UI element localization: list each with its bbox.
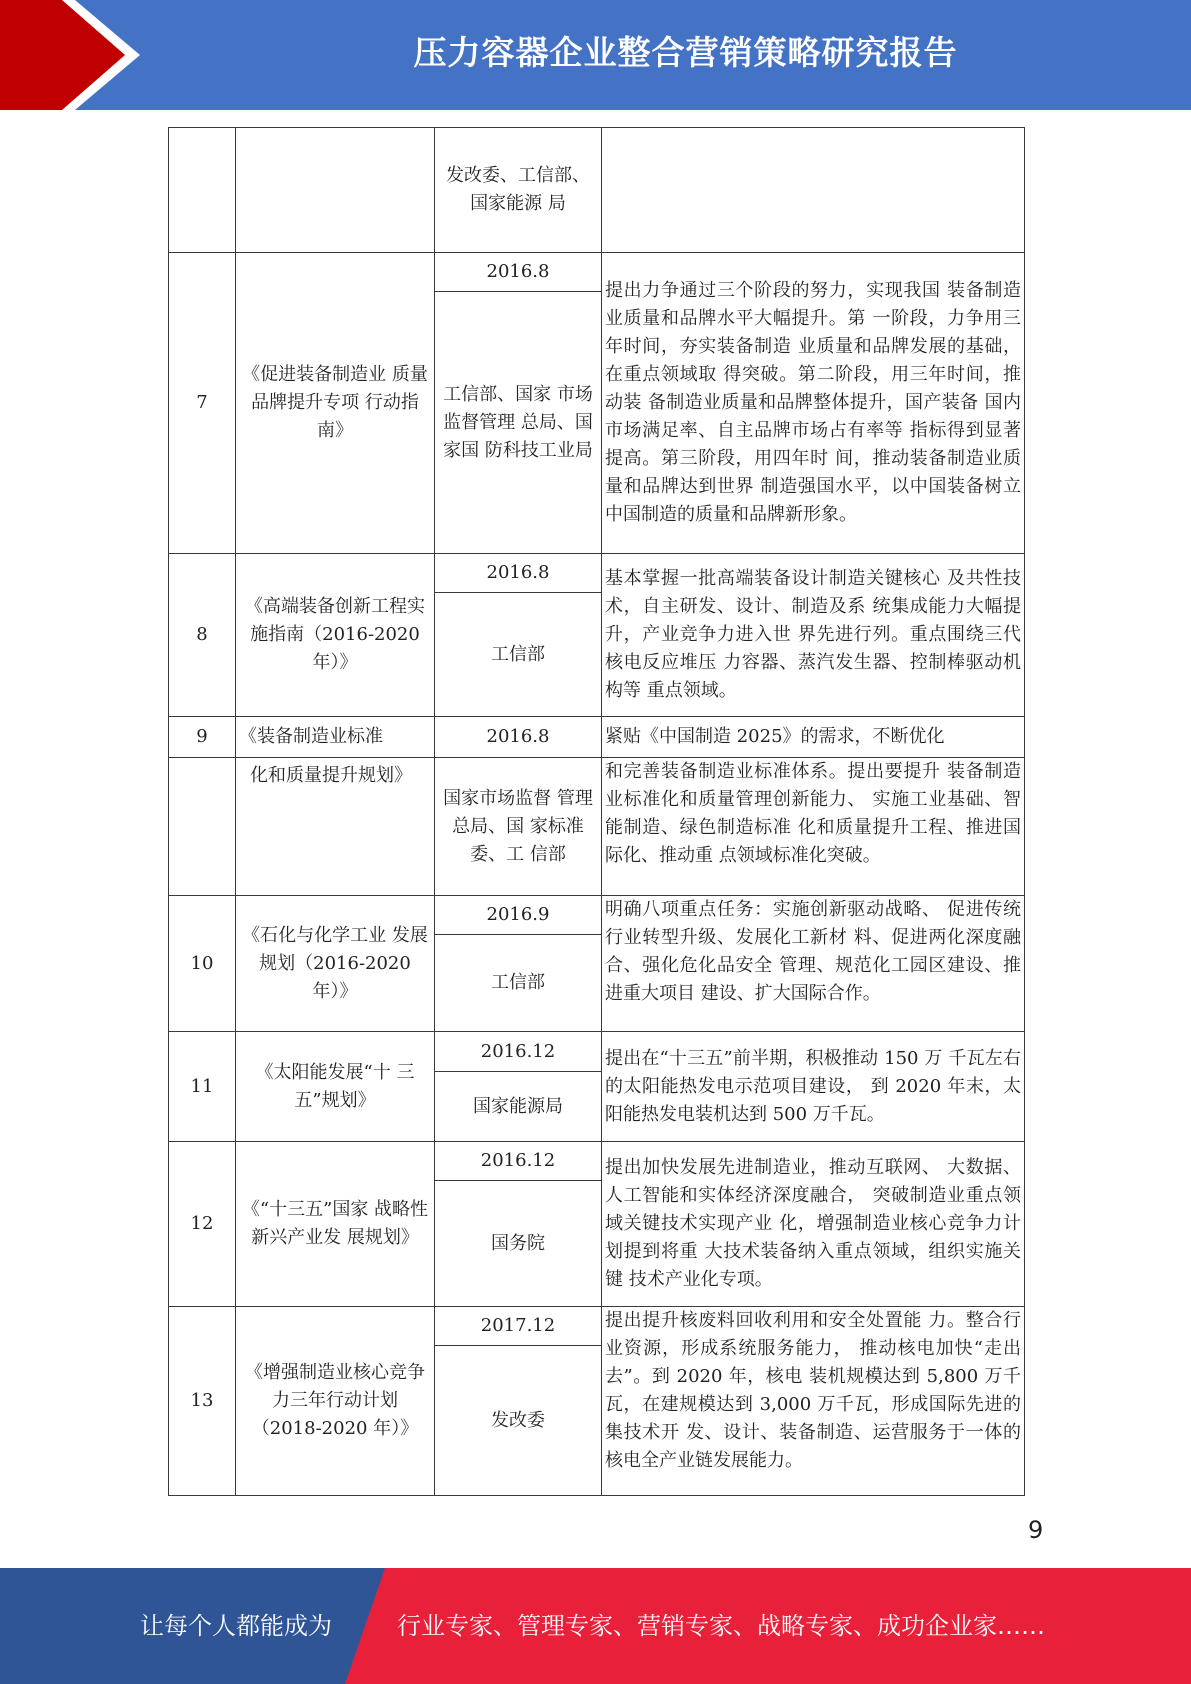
row-number: 8 — [169, 554, 236, 717]
policy-content: 基本掌握一批高端装备设计制造关键核心 及共性技术，自主研发、设计、制造及系 统集成能力大幅提升，产业竞争力进入世 界先进行列。重点围绕三代核电反应堆压 力容器、蒸汽发生器、控制棒驱动机构等 重点领域。 — [602, 554, 1025, 717]
issuing-department: 工信部 — [435, 593, 602, 717]
issue-date: 2016.12 — [435, 1142, 602, 1181]
issuing-department: 发改委、工信部、国家能源 局 — [435, 128, 602, 253]
policy-content: 提出力争通过三个阶段的努力，实现我国 装备制造业质量和品牌水平大幅提升。第 一阶段，力争用三年时间，夯实装备制造 业质量和品牌发展的基础，在重点领域取 得突破。第二阶段，用三年时间，推动装 备制造业质量和品牌整体提升，国产装备 国内市场满足率、自主品牌市场占有率等 指标得到显著提高。第三阶段，用四年时 间，推动装备制造业质量和品牌达到世界 制造强国水平，以中国装备树立中国制造的质量和品牌新形象。 — [602, 253, 1025, 554]
issue-date: 2016.9 — [435, 896, 602, 935]
policy-content: 和完善装备制造业标准体系。提出要提升 装备制造业标准化和质量管理创新能力、 实施工业基础、智能制造、绿色制造标准 化和质量提升工程、推进国际化、推动重 点领域标准化突破。 — [602, 758, 1025, 896]
policy-name: 《促进装备制造业 质量品牌提升专项 行动指南》 — [236, 253, 435, 554]
policy-name: 《“十三五”国家 战略性新兴产业发 展规划》 — [236, 1142, 435, 1307]
page-header — [0, 0, 1191, 110]
row-number: 12 — [169, 1142, 236, 1307]
row-number — [169, 758, 236, 896]
report-title: 压力容器企业整合营销策略研究报告 — [413, 33, 958, 72]
issuing-department: 工信部、国家 市场监督管理 总局、国家国 防科技工业局 — [435, 292, 602, 554]
issue-date: 2017.12 — [435, 1307, 602, 1346]
policy-name: 《石化与化学工业 发展规划（2016-2020 年）》 — [236, 896, 435, 1032]
issuing-department: 国家市场监督 管理总局、国 家标准委、工 信部 — [435, 758, 602, 896]
header-arrow-icon — [0, 0, 160, 110]
table-row — [169, 896, 1025, 935]
page-number: 9 — [1028, 1516, 1044, 1544]
policy-name: 《太阳能发展“十 三五”规划》 — [236, 1032, 435, 1142]
policy-content: 提出提升核废料回收利用和安全处置能 力。整合行业资源，形成系统服务能力， 推动核电加快“走出去”。到 2020 年，核电 装机规模达到 5,800 万千瓦，在建规模达到 3,000 万千瓦，形成国际先进的集技术开 发、设计、装备制造、运营服务于一体的 核电全产业链发展能力。 — [602, 1307, 1025, 1496]
row-number: 10 — [169, 896, 236, 1032]
table-row — [169, 758, 1025, 896]
issue-date: 2016.12 — [435, 1032, 602, 1072]
issuing-department: 发改委 — [435, 1346, 602, 1496]
issuing-department: 国家能源局 — [435, 1072, 602, 1142]
page-footer — [0, 1568, 1191, 1684]
row-number: 11 — [169, 1032, 236, 1142]
footer-slogan-right: 行业专家、管理专家、营销专家、战略专家、成功企业家…… — [397, 1612, 1045, 1640]
row-number: 7 — [169, 253, 236, 554]
policy-content: 明确八项重点任务：实施创新驱动战略、 促进传统行业转型升级、发展化工新材 料、促进两化深度融合、强化危化品安全 管理、规范化工园区建设、推进重大项目 建设、扩大国际合作。 — [602, 896, 1025, 1032]
table-row — [169, 717, 1025, 758]
policy-name: 《装备制造业标准 — [236, 717, 435, 758]
policy-name: 化和质量提升规划》 — [236, 758, 435, 896]
issue-date: 2016.8 — [435, 554, 602, 593]
table-row — [169, 253, 1025, 292]
issue-date: 2016.8 — [435, 717, 602, 758]
table-row — [169, 128, 1025, 253]
table-row — [169, 554, 1025, 593]
policy-content: 提出在“十三五”前半期，积极推动 150 万 千瓦左右的太阳能热发电示范项目建设， 到 2020 年末，太阳能热发电装机达到 500 万千瓦。 — [602, 1032, 1025, 1142]
policy-content: 提出加快发展先进制造业，推动互联网、 大数据、人工智能和实体经济深度融合， 突破制造业重点领域关键技术实现产业 化，增强制造业核心竞争力计划提到将重 大技术装备纳入重点领域，组织实施关键 技术产业化专项。 — [602, 1142, 1025, 1307]
footer-slogan-left: 让每个人都能成为 — [140, 1612, 332, 1640]
issue-date: 2016.8 — [435, 253, 602, 292]
policy-content: 紧贴《中国制造 2025》的需求，不断优化 — [602, 717, 1025, 758]
table-row — [169, 1032, 1025, 1072]
row-number: 9 — [169, 717, 236, 758]
row-number: 13 — [169, 1307, 236, 1496]
table-row — [169, 1307, 1025, 1346]
issuing-department: 工信部 — [435, 935, 602, 1032]
policy-name: 《高端装备创新工程实施指南（2016-2020 年）》 — [236, 554, 435, 717]
policy-content — [602, 128, 1025, 253]
issuing-department: 国务院 — [435, 1181, 602, 1307]
row-number — [169, 128, 236, 253]
policy-name: 《增强制造业核心竞争力三年行动计划（2018-2020 年）》 — [236, 1307, 435, 1496]
policy-table — [168, 127, 1025, 1496]
table-row — [169, 1142, 1025, 1181]
policy-name — [236, 128, 435, 253]
